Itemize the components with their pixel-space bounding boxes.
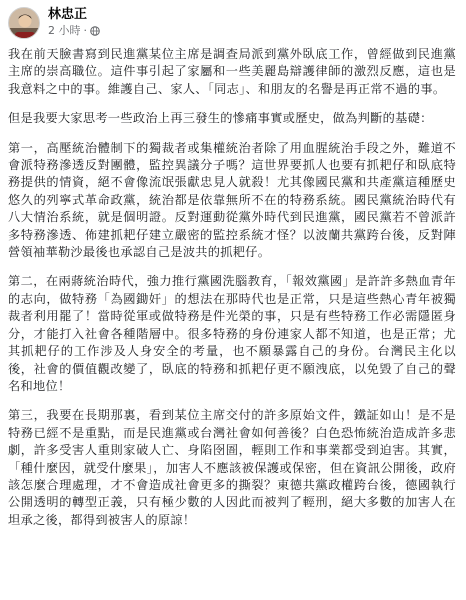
post-header (8, 6, 458, 40)
post-paragraph-4: 第二，在兩蔣統治時代，強力推行黨國洗腦教育，「報效黨國」是許許多熱血青年的志向，做特務「為國鋤奸」的想法在那時代也是正常，只是這些熱心青年被獨裁者利用罷了！當時從軍或做特務是件光榮的事，只是有些特務工作必需隱匿身分，才能打入社會各種階層中。很多特務的身份連家人都不知道，也是正常；尤其抓耙仔的工作涉及人身安全的考量，也不願暴露自己的身份。台灣民主化以後，社會的價值觀改變了，臥底的特務和抓耙仔更不願洩底，以免毀了自己的聲名和地位！ (8, 274, 456, 393)
avatar[interactable] (8, 7, 40, 39)
globe-icon (90, 26, 100, 36)
post-paragraph-5: 第三，我要在長期那裏，看到某位主席交付的許多原始文件，鐵証如山！是不是特務已經不是重點，而是民進黨或台灣社會如何善後？白色恐怖統治造成許多悲劇，許多受害人重則家破人亡、身陷囹圄，輕則工作和事業都受到迫害。其實，「種什麼因，就受什麼果」，加害人不應該被保護或保密，但在資訊公開後，政府該怎麼合理處理，才不會造成社會更多的撕裂？東德共黨政權跨台後，德國執行公開透明的轉型正義，只有極少數的人因此而被判了輕刑，絕大多數的加害人在坦承之後，都得到被害人的原諒！ (8, 408, 456, 527)
post-meta (48, 25, 100, 38)
author-block (48, 8, 100, 38)
post-paragraph-1: 我在前天臉書寫到民進黨某位主席是調查局派到黨外臥底工作，曾經做到民進黨主席的崇高職位。這件事引起了家屬和一些美麗島辯護律師的激烈反應，這也是我意料之中的事。維護自己、家人、「同志」、和朋友的名譽是再正常不過的事。 (8, 47, 456, 96)
post-body (8, 46, 458, 529)
post-paragraph-3: 第一，高壓統治體制下的獨裁者或集權統治者除了用血腥統治手段之外，難道不會派特務滲透反對團體，監控異議分子嗎？這世界要抓人也要有抓耙仔和臥底特務提供的情資，絕不會像流氓張獻忠見人就殺！尤其像國民黨和共產黨這種歷史悠久的列寧式革命政黨，統治都是依靠無所不在的特務系統。國民黨統治時代有八大情治系統，就是個明證。反對運動從黨外時代到民進黨，國民黨若不曾派許多特務滲透、佈建抓耙仔建立嚴密的監控系統才怪？以波蘭共黨跨台後，反對陣營領袖華勒沙最後也承認自己是波共的抓耙仔。 (8, 140, 456, 260)
post-paragraph-2: 但是我要大家思考一些政治上再三發生的慘痛事實或歷史，做為判斷的基礎： (8, 111, 433, 126)
post-timestamp[interactable]: 2 小時 (48, 24, 81, 38)
author-name[interactable]: 林忠正 (48, 7, 88, 23)
meta-separator: · (83, 24, 87, 38)
